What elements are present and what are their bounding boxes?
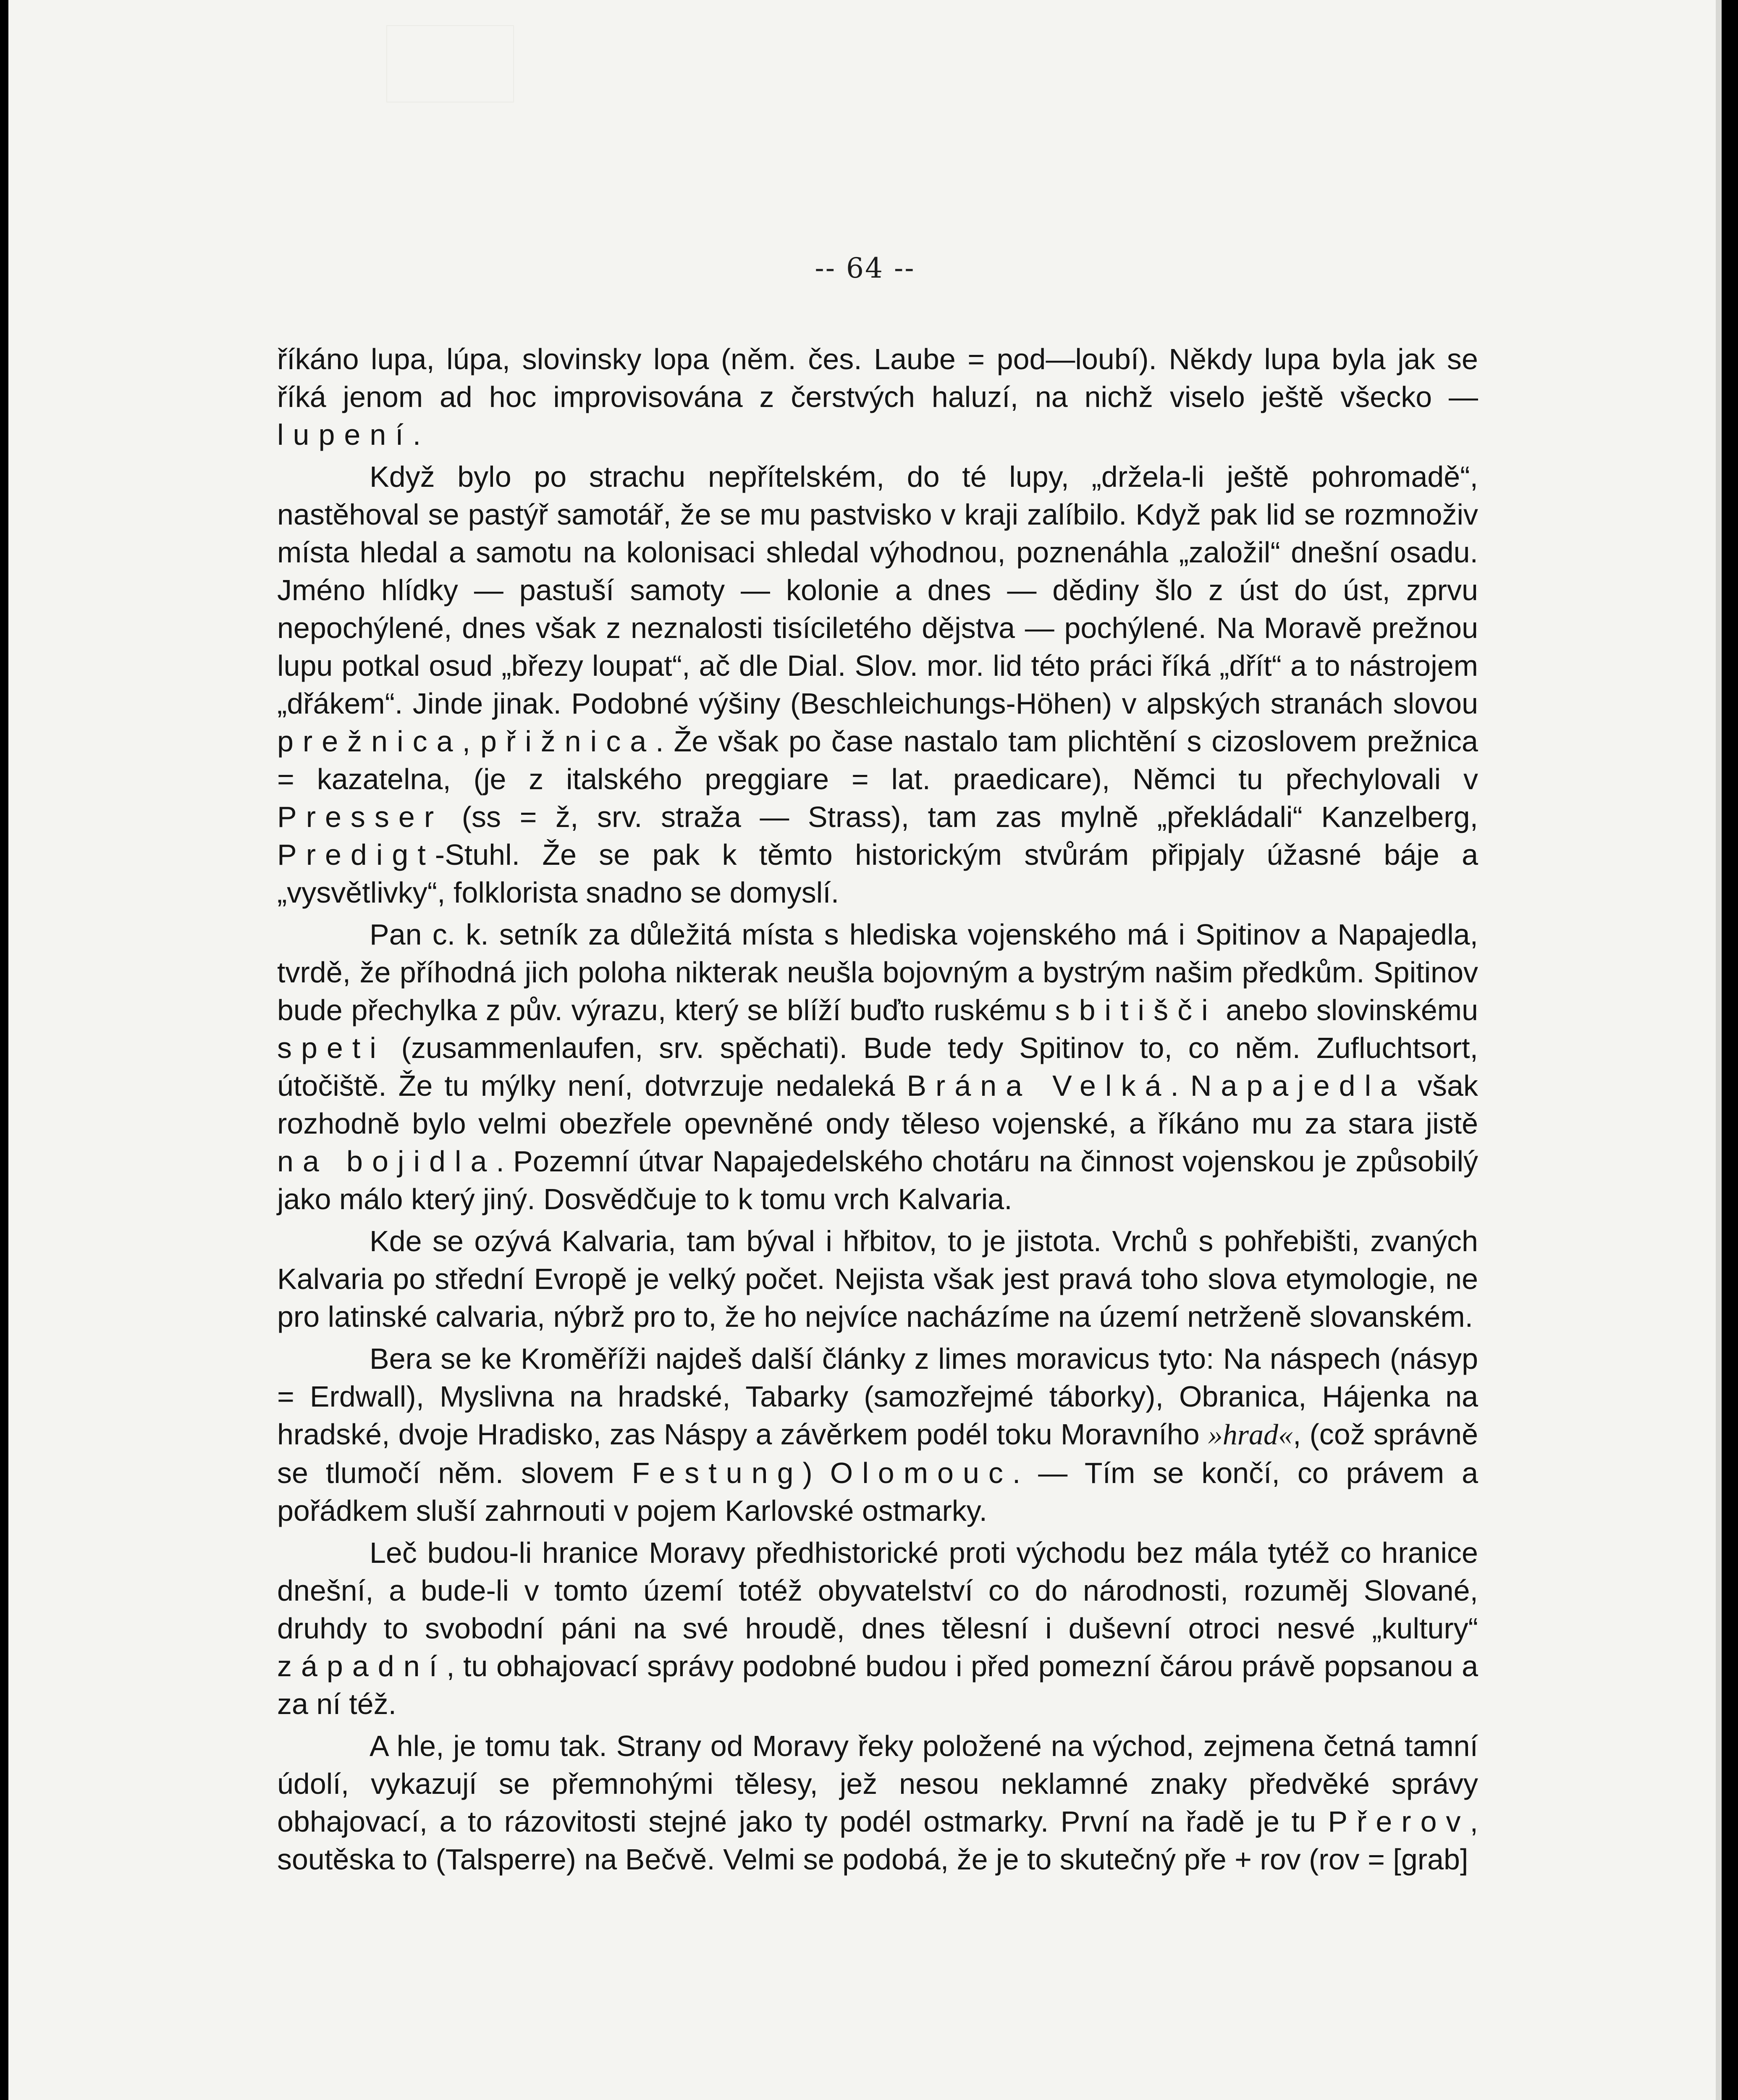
- text-run: (ss = ž, srv. straža — Strass), tam zas mylně „překládali“ Kanzelberg,: [443, 801, 1478, 833]
- scanned-page: [8, 0, 1722, 2100]
- spaced-emphasis: Olomouc: [830, 1457, 1012, 1489]
- page-number: -- 64 --: [815, 252, 915, 284]
- spaced-emphasis: Přerov: [1328, 1805, 1470, 1838]
- text-run: .: [1170, 1069, 1190, 1102]
- text-run: .: [412, 418, 421, 451]
- paragraph: [277, 916, 1478, 1218]
- paragraph: [277, 340, 1478, 454]
- paragraph: [277, 1534, 1478, 1723]
- text-run: A hle, je tomu tak. Strany od Moravy řeky položené na východ, zejmena četná tamní údolí, vykazují se přemnohými tělesy, jež nesou neklamné znaky předvěké správy obhajovací, a to rázovitosti stejné jako ty podél ostmarky. První na řadě je tu: [277, 1730, 1478, 1838]
- spaced-emphasis: prežnica: [277, 725, 462, 758]
- text-run: Kde se ozývá Kalvaria, tam býval i hřbitov, to je jistota. Vrchů s pohřebišti, zvaných Kalvaria po střední Evropě je velký počet. Nejista však jest pravá toho slova etymologie, ne pro latinské calvaria, nýbrž pro to, že ho nejvíce nacházíme na území netrženě slovanském.: [277, 1225, 1478, 1333]
- spaced-emphasis: speti: [277, 1032, 385, 1064]
- text-run: . Že však po čase nastalo tam plichtění s cizoslovem prežnica = kazatelna, (je z italského preggiare = lat. praedicare), Němci tu přechylovali v: [277, 725, 1478, 795]
- text-run: ): [802, 1457, 830, 1489]
- spaced-emphasis: sbitišči: [1055, 994, 1217, 1026]
- paragraph: [277, 1727, 1478, 1878]
- text-run: ,: [462, 725, 480, 758]
- text-run: . — Tím se končí, co právem a pořádkem sluší zahrnouti v pojem Karlovské ostmarky.: [277, 1457, 1478, 1527]
- spaced-emphasis: lupení: [277, 418, 413, 451]
- text-run: však rozhodně bylo velmi obezřele opevněné ondy těleso vojenské, a říkáno mu za stara jistě: [277, 1069, 1478, 1140]
- text-run: Když bylo po strachu nepřítelském, do té lupy, „držela-li ještě pohromadě“, nastěhoval se pastýř samotář, že se mu pastvisko v kraji zalíbilo. Když pak lid se rozmnoživ místa hledal a samotu na kolonisaci shledal výhodnou, poznenáhla „založil“ dnešní osadu. Jméno hlídky — pastuší samoty — kolonie a dnes — dědiny šlo z úst do úst, zprvu nepochýlené, dnes však z neznalosti tisíciletého dějstva — pochýlené. Na Moravě prežnou lupu potkal osud „březy loupat“, ač dle Dial. Slov. mor. lid této práci říká „dřít“ a to nástrojem „dřákem“. Jinde jinak. Podobné výšiny (Beschleichungs-Höhen) v alpských stranách slovou: [277, 460, 1478, 720]
- italic-emphasis: »hrad«: [1208, 1419, 1293, 1451]
- text-run: říkáno lupa, lúpa, slovinsky lopa (něm. čes. Laube = pod—loubí). Někdy lupa byla jak se říká jenom ad hoc improvisována z čerstvých haluzí, na nichž viselo ještě všecko —: [277, 343, 1478, 413]
- body-text: [277, 340, 1478, 1882]
- spaced-emphasis: přižnica: [480, 725, 656, 758]
- spaced-emphasis: západní: [277, 1650, 447, 1683]
- spaced-emphasis: Presser: [277, 801, 443, 833]
- text-run: . Pozemní útvar Napajedelského chotáru na činnost vojenskou je způsobilý jako málo který jiný. Dosvědčuje to k tomu vrch Kalvaria.: [277, 1145, 1478, 1215]
- spaced-emphasis: Festung: [632, 1457, 803, 1489]
- spaced-emphasis: Predigt: [277, 838, 435, 871]
- text-run: , (což správně se tlumočí něm. slovem: [277, 1418, 1478, 1489]
- paragraph: [277, 1340, 1478, 1530]
- spaced-emphasis: Napajedla: [1190, 1069, 1406, 1102]
- spaced-emphasis: Brána Velká: [907, 1069, 1171, 1102]
- spaced-emphasis: na bojidla: [277, 1145, 496, 1178]
- text-run: , soutěska to (Talsperre) na Bečvě. Velmi se podobá, že je to skutečný pře + rov (rov = [grab]: [277, 1805, 1478, 1876]
- text-run: Leč budou-li hranice Moravy předhistorické proti východu bez mála tytéž co hranice dnešní, a bude-li v tomto území totéž obyvatelství co do národnosti, rozuměj Slované, druhdy to svobodní páni na své hroudě, dnes tělesní i duševní otroci nesvé „kultury“: [277, 1536, 1478, 1645]
- text-run: -Stuhl. Že se pak k těmto historickým stvůrám připjaly úžasné báje a „vysvětlivky“, folkloristа snadno se domyslí.: [277, 838, 1478, 909]
- paragraph: [277, 1222, 1478, 1336]
- text-run: (zusammenlaufen, srv. spěchati). Bude tedy Spitinov to, co něm. Zufluchtsort, útočiště. Že tu mýlky není, dotvrzuje nedaleká: [277, 1032, 1478, 1102]
- text-run: , tu obhajovací správy podobné budou i před pomezní čárou právě popsanou a za ní též.: [277, 1650, 1478, 1720]
- paper-smudge: [386, 25, 514, 102]
- page-edge-shadow: [1716, 0, 1722, 2100]
- text-run: anebo slovinskému: [1217, 994, 1478, 1026]
- text-run: Pan c. k. setník za důležitá místa s hlediska vojenského má i Spitinov a Napajedla, tvrdě, že příhodná jich poloha nikterak neušla bojovným a bystrým našim předkům. Spitinov bude přechylka z pův. výrazu, který se blíží buďto ruskému: [277, 918, 1478, 1026]
- paragraph: [277, 458, 1478, 911]
- text-run: Bera se ke Kroměříži najdeš další články z limes moravicus tyto: Na náspech (násyp = Erdwall), Myslivna na hradské, Tabarky (samozřejmé táborky), Obranica, Hájenka na hradské, dvoje Hradisko, zas Náspy a závěrkem podél toku Moravního: [277, 1342, 1478, 1451]
